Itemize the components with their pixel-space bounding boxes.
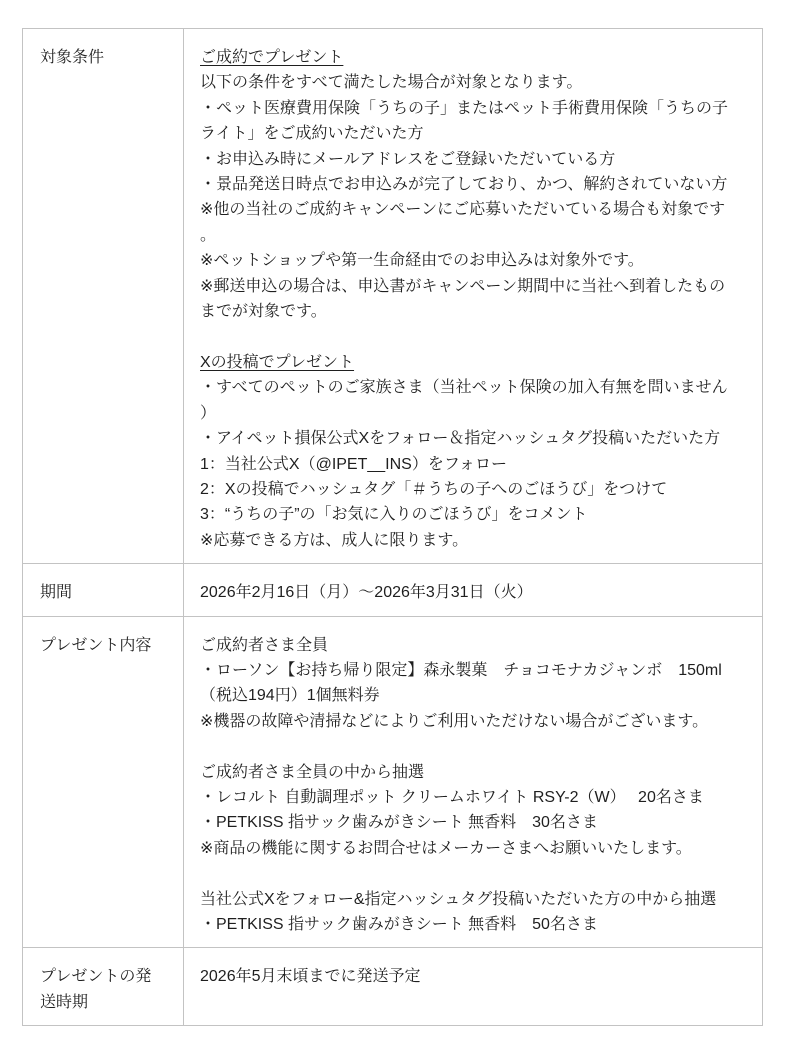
content-line <box>200 324 742 349</box>
content-line: （税込194円）1個無料券 <box>200 687 380 705</box>
row-label: プレゼント内容 <box>23 617 184 948</box>
table-row <box>23 563 762 615</box>
content-line: ライト」をご成約いただいた方 <box>200 125 424 143</box>
content-line: ※応募できる方は、成人に限ります。 <box>200 531 469 549</box>
content-line: 2：Xの投稿でハッシュタグ「＃うちの子へのごほうび」をつけて <box>200 480 668 498</box>
table-row <box>23 947 762 1025</box>
row-content <box>184 617 762 948</box>
content-line: ※郵送申込の場合は、申込書がキャンペーン期間中に当社へ到着したもの <box>200 277 726 295</box>
content-line <box>200 734 742 759</box>
content-line: ・アイペット損保公式Xをフォロー＆指定ハッシュタグ投稿いただいた方 <box>200 430 721 448</box>
content-line: 。 <box>200 226 217 244</box>
content-line: までが対象です。 <box>200 303 327 321</box>
content-line: 1：当社公式X（@IPET__INS）をフォロー <box>200 455 508 473</box>
content-line: ※機器の故障や清掃などによりご利用いただけない場合がございます。 <box>200 712 709 730</box>
content-line: ・景品発送日時点でお申込みが完了しており、かつ、解約されていない方 <box>200 176 728 194</box>
content-line: ） <box>200 404 217 422</box>
content-line: ご成約者さま全員 <box>200 636 329 654</box>
row-content <box>184 564 762 615</box>
content-line: ※他の当社のご成約キャンペーンにご応募いただいている場合も対象です <box>200 201 726 219</box>
table-row <box>23 616 762 948</box>
row-label: プレゼントの発送時期 <box>23 948 184 1025</box>
content-line: 2026年2月16日（月）～2026年3月31日（火） <box>200 584 533 602</box>
content-line: 以下の条件をすべて満たした場合が対象となります。 <box>200 74 583 92</box>
content-line <box>200 861 742 886</box>
content-line: ※ペットショップや第一生命経由でのお申込みは対象外です。 <box>200 252 644 270</box>
content-line: ・ローソン【お持ち帰り限定】森永製菓 チョコモナカジャンボ 150ml <box>200 661 722 679</box>
content-heading-line: Xの投稿でプレゼント <box>200 353 355 371</box>
content-line: 2026年5月末頃までに発送予定 <box>200 968 421 986</box>
table-row <box>23 29 762 563</box>
content-line: ・ペット医療費用保険「うちの子」またはペット手術費用保険「うちの子 <box>200 99 729 117</box>
content-line: ※商品の機能に関するお問合せはメーカーさまへお願いいたします。 <box>200 839 692 857</box>
content-line: 3：“うちの子”の「お気に入りのごほうび」をコメント <box>200 506 588 524</box>
content-line: ご成約者さま全員の中から抽選 <box>200 763 425 781</box>
content-line: ・すべてのペットのご家族さま（当社ペット保険の加入有無を問いません <box>200 379 728 397</box>
row-content <box>184 29 762 563</box>
content-line: ・PETKISS 指サック歯みがきシート 無香料 30名さま <box>200 814 598 832</box>
content-line: ・PETKISS 指サック歯みがきシート 無香料 50名さま <box>200 916 598 933</box>
content-line: 当社公式Xをフォロー&指定ハッシュタグ投稿いただいた方の中から抽選 <box>200 890 717 908</box>
content-line: ・レコルト 自動調理ポット クリームホワイト RSY-2（W） 20名さま <box>200 788 704 806</box>
content-line: ・お申込み時にメールアドレスをご登録いただいている方 <box>200 150 616 168</box>
row-label: 期間 <box>23 564 184 615</box>
row-label: 対象条件 <box>23 29 184 563</box>
content-heading-line: ご成約でプレゼント <box>200 49 344 66</box>
campaign-detail-table <box>22 28 763 1026</box>
row-content <box>184 948 762 1025</box>
